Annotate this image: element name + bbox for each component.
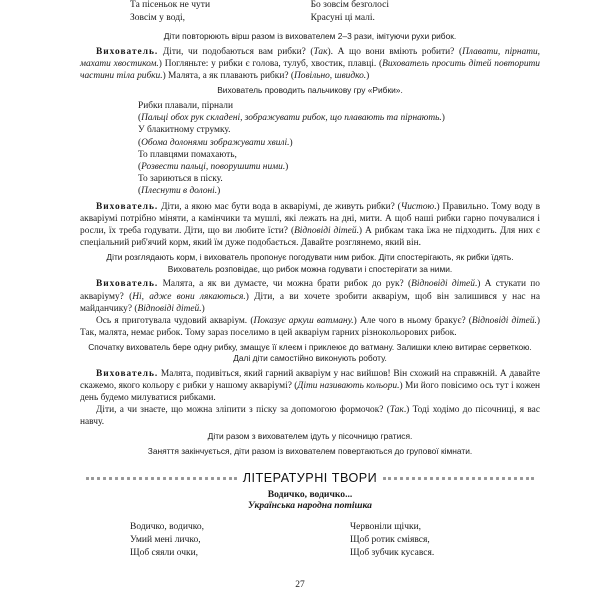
section-title: ЛІТЕРАТУРНІ ТВОРИ [242, 471, 378, 486]
poem-line: Та пісеньок не чути [130, 0, 211, 10]
dialogue-paragraph-6: Діти, а чи знаєте, що можна зліпити з піску за допомогою формочок? (Так.) Тоді ходімо до пісочниці, я вас навчу. [80, 405, 541, 428]
narration-6: Заняття закінчується, діти разом із вихователем повертаються до групової кімнати. [147, 445, 473, 456]
dotted-divider-left [86, 477, 237, 480]
poem-line: Бо зовсім безголосі [310, 0, 389, 10]
game-line: (Плеснути в долоні.) [138, 185, 221, 196]
dialogue-paragraph-5: Вихователь. Малята, подивіться, який гарний акваріум у нас вийшов! Він схожий на справжній. А давайте скажемо, якого кольору є рибки у нашому акваріумі? (Діти називають кольори.) Ми його повісимо ось тут і кожен день будемо милуватися рибками. [80, 368, 540, 404]
narration-1: Діти повторюють вірш разом із вихователем 2–3 рази, імітуючи рухи рибок. [163, 31, 457, 41]
page-number: 27 [295, 580, 305, 590]
game-line: (Розвести пальці, поворушити ними.) [138, 161, 289, 172]
game-line: То плавцями помахають, [138, 149, 237, 160]
poem-line: Червоніли щічки, [350, 522, 422, 533]
speaker: Вихователь. [96, 202, 159, 213]
speaker: Вихователь. [96, 279, 159, 290]
narration-4: Спочатку вихователь бере одну рибку, змащує її клеєм і приклеює до ватману. Залишки клею витирає серветкою. Далі діти самостійно виконують роботу. [88, 341, 532, 364]
narration-3: Діти розглядають корм, і вихователь пропонує погодувати ним рибок. Діти спостерігають, як рибки їдять. Вихователь розповідає, що рибок можна годувати і спостерігати за ними. [106, 252, 514, 274]
narration-5: Діти разом з вихователем ідуть у пісочницю гратися. [207, 431, 413, 442]
game-line: То зариються в піску. [138, 173, 223, 184]
section-banner [80, 471, 540, 485]
finger-game [138, 100, 540, 197]
page-content [80, 0, 540, 560]
poem-line: Водичко, водичко, [130, 522, 204, 533]
game-line: У блакитному струмку. [138, 125, 231, 136]
dialogue-paragraph-4: Ось я приготувала чудовий акваріум. (Показує аркуш ватману.) Але чого в ньому бракує? (Відповіді дітей.) Так, малята, немає рибок. Тому зараз поселимо в цей акваріум гарних різнокольорових рибок. [80, 315, 540, 338]
poem-title: Водичко, водичко... [267, 489, 353, 501]
speaker: Вихователь. [96, 46, 159, 57]
game-line: (Пальці обох рук складені, зображувати рибок, що плавають та пірнають.) [138, 113, 445, 124]
game-line: Рибки плавали, пірнали [138, 101, 233, 112]
poem-line: Зовсім у воді, [130, 13, 186, 23]
poem-line: Щоб ротик сміявся, [350, 535, 430, 546]
dialogue-paragraph-3: Вихователь. Малята, а як ви думаєте, чи можна брати рибок до рук? (Відповіді дітей.) А стукати по акваріуму? (Ні, адже вони лякаються.) Діти, а ви хочете зробити акваріум, щоб він залишився у нас на майданчику? (Відповіді дітей.) [80, 279, 540, 314]
poem-line: Красуні ці малі. [310, 13, 375, 23]
speaker: Вихователь. [96, 368, 159, 379]
dialogue-paragraph-2: Вихователь. Діти, а якою має бути вода в акваріумі, де живуть рибки? (Чистою.) Правильно. Тому воду в акваріумі потрібно міняти, а камінчики та мушлі, які лежать на дні, мити. А щоб наші рибки гарно почувалися і росли, їх треба годувати. Діти, що ви любите їсти? (Відповіді дітей.) А рибкам така їжа не підходить. Для них є спеціальний риб'ячий корм, який їм дуже подобається. Давайте розглянемо, який він. [80, 202, 540, 249]
poem-line: Щоб зубчик кусався. [350, 548, 435, 559]
dialogue-paragraph-1: Вихователь. Діти, чи подобаються вам рибки? (Так). А що вони вміють робити? (Плавати, пірнати, махати хвостиком.) Погляньте: у рибки є голова, тулуб, хвостик, плавці. (Вихователь просить дітей повторити частини тіла рибки.) Малята, а як плавають рибки? (Повільно, швидко.) [80, 46, 541, 81]
poem-line: Щоб сяяли очки, [130, 548, 199, 559]
bottom-poem [80, 521, 540, 560]
poem-subtitle: Українська народна потішка [248, 500, 372, 512]
dotted-divider-right [383, 477, 534, 480]
poem-line: Умий мені личко, [130, 535, 201, 546]
game-line: (Обома долонями зображувати хвилі.) [138, 137, 293, 148]
narration-2: Вихователь проводить пальчикову гру «Рибки». [217, 84, 403, 95]
top-poem [80, 0, 540, 25]
